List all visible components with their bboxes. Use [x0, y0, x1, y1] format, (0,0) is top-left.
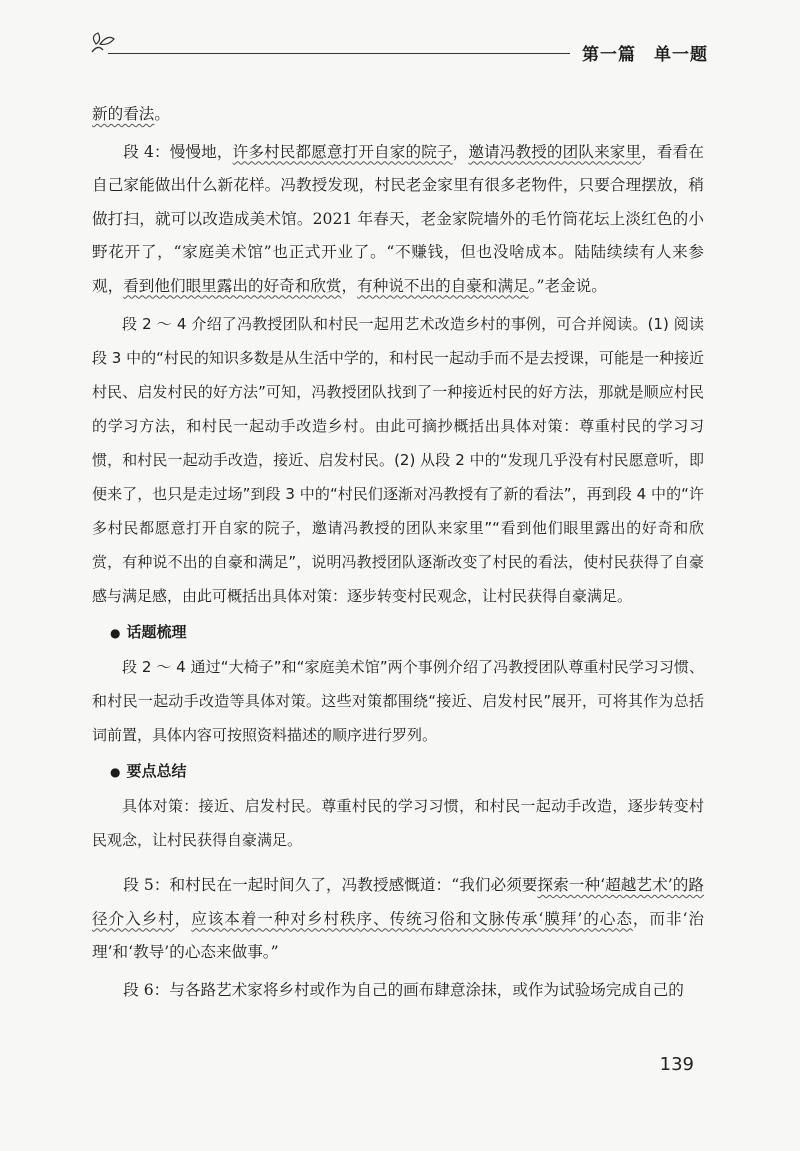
header-title: 第一篇 单一题 — [582, 45, 708, 65]
underlined-phrase: 看到他们眼里露出的好奇和欣赏 — [123, 276, 342, 295]
paragraph-5: 段 5：和村民在一起时间久了，冯教授感慨道：“我们必须要探索一种‘超越艺术’的路径介入乡村，应该本着一种对乡村秩序、传统习俗和文脉传承‘膜拜’的心态，而非‘治理’和‘教导’的心态来做事。” — [92, 876, 704, 961]
page-content — [92, 98, 704, 1007]
bullet-icon: ● — [110, 626, 121, 640]
bullet-icon: ● — [110, 765, 121, 779]
underlined-phrase: 探索一种‘超越艺术’的路径介入乡村 — [92, 876, 704, 928]
underlined-phrase: 新的看法 — [92, 105, 155, 123]
underlined-phrase: 有种说不出的自豪和满足 — [357, 276, 529, 295]
topic-heading: ● 话题梳理 — [110, 623, 187, 641]
paragraph-continuation: 新的看法。 — [92, 105, 170, 123]
header-rule — [108, 53, 570, 54]
underlined-phrase: 应该本着一种对乡村秩序、传统习俗和文脉传承‘膜拜’的心态 — [191, 909, 633, 928]
summary-paragraph: 具体对策：接近、启发村民。尊重村民的学习习惯，和村民一起动手改造，逐步转变村民观念，让村民获得自豪满足。 — [92, 797, 704, 849]
page-header — [88, 30, 708, 66]
underlined-phrase: 邀请冯教授的团队来家里 — [468, 142, 642, 161]
topic-paragraph: 段 2 ～ 4 通过“大椅子”和“家庭美术馆”两个事例介绍了冯教授团队尊重村民学习习惯、和村民一起动手改造等具体对策。这些对策都围绕“接近、启发村民”展开，可将其作为总括词前置，具体内容可按照资料描述的顺序进行罗列。 — [92, 658, 704, 744]
page-number: 139 — [659, 1054, 694, 1075]
underlined-phrase: 许多村民都愿意打开自家的院子 — [232, 142, 453, 161]
analysis-paragraph: 段 2 ～ 4 介绍了冯教授团队和村民一起用艺术改造乡村的事例，可合并阅读。(1) 阅读段 3 中的“村民的知识多数是从生活中学的，和村民一起动手而不是去授课，可能是一种接近村民、启发村民的好方法”可知，冯教授团队找到了一种接近村民的好方法，那就是顺应村民的学习方法，和村民一起动手改造乡村。由此可摘抄概括出具体对策：尊重村民的学习习惯，和村民一起动手改造，接近、启发村民。(2) 从段 2 中的“发现几乎没有村民愿意听，即便来了，也只是走过场”到段 3 中的“村民们逐渐对冯教授有了新的看法”，再到段 4 中的“许多村民都愿意打开自家的院子，邀请冯教授的团队来家里”“看到他们眼里露出的好奇和欣赏，有种说不出的自豪和满足”，说明冯教授团队逐渐改变了村民的看法，使村民获得了自豪感与满足感，由此可概括出具体对策：逐步转变村民观念，让村民获得自豪满足。 — [92, 315, 704, 605]
paragraph-6: 段 6：与各路艺术家将乡村或作为自己的画布肆意涂抹，或作为试验场完成自己的 — [123, 980, 684, 999]
paragraph-4: 段 4：慢慢地，许多村民都愿意打开自家的院子，邀请冯教授的团队来家里，看看在自己家能做出什么新花样。冯教授发现，村民老金家里有很多老物件，只要合理摆放，稍做打扫，就可以改造成美术馆。2021 年春天，老金家院墙外的毛竹筒花坛上淡红色的小野花开了，“家庭美术馆”也正式开业了。“不赚钱，但也没啥成本。陆陆续续有人来参观，看到他们眼里露出的好奇和欣赏，有种说不出的自豪和满足。”老金说。 — [92, 142, 704, 295]
summary-heading: ● 要点总结 — [110, 762, 187, 780]
